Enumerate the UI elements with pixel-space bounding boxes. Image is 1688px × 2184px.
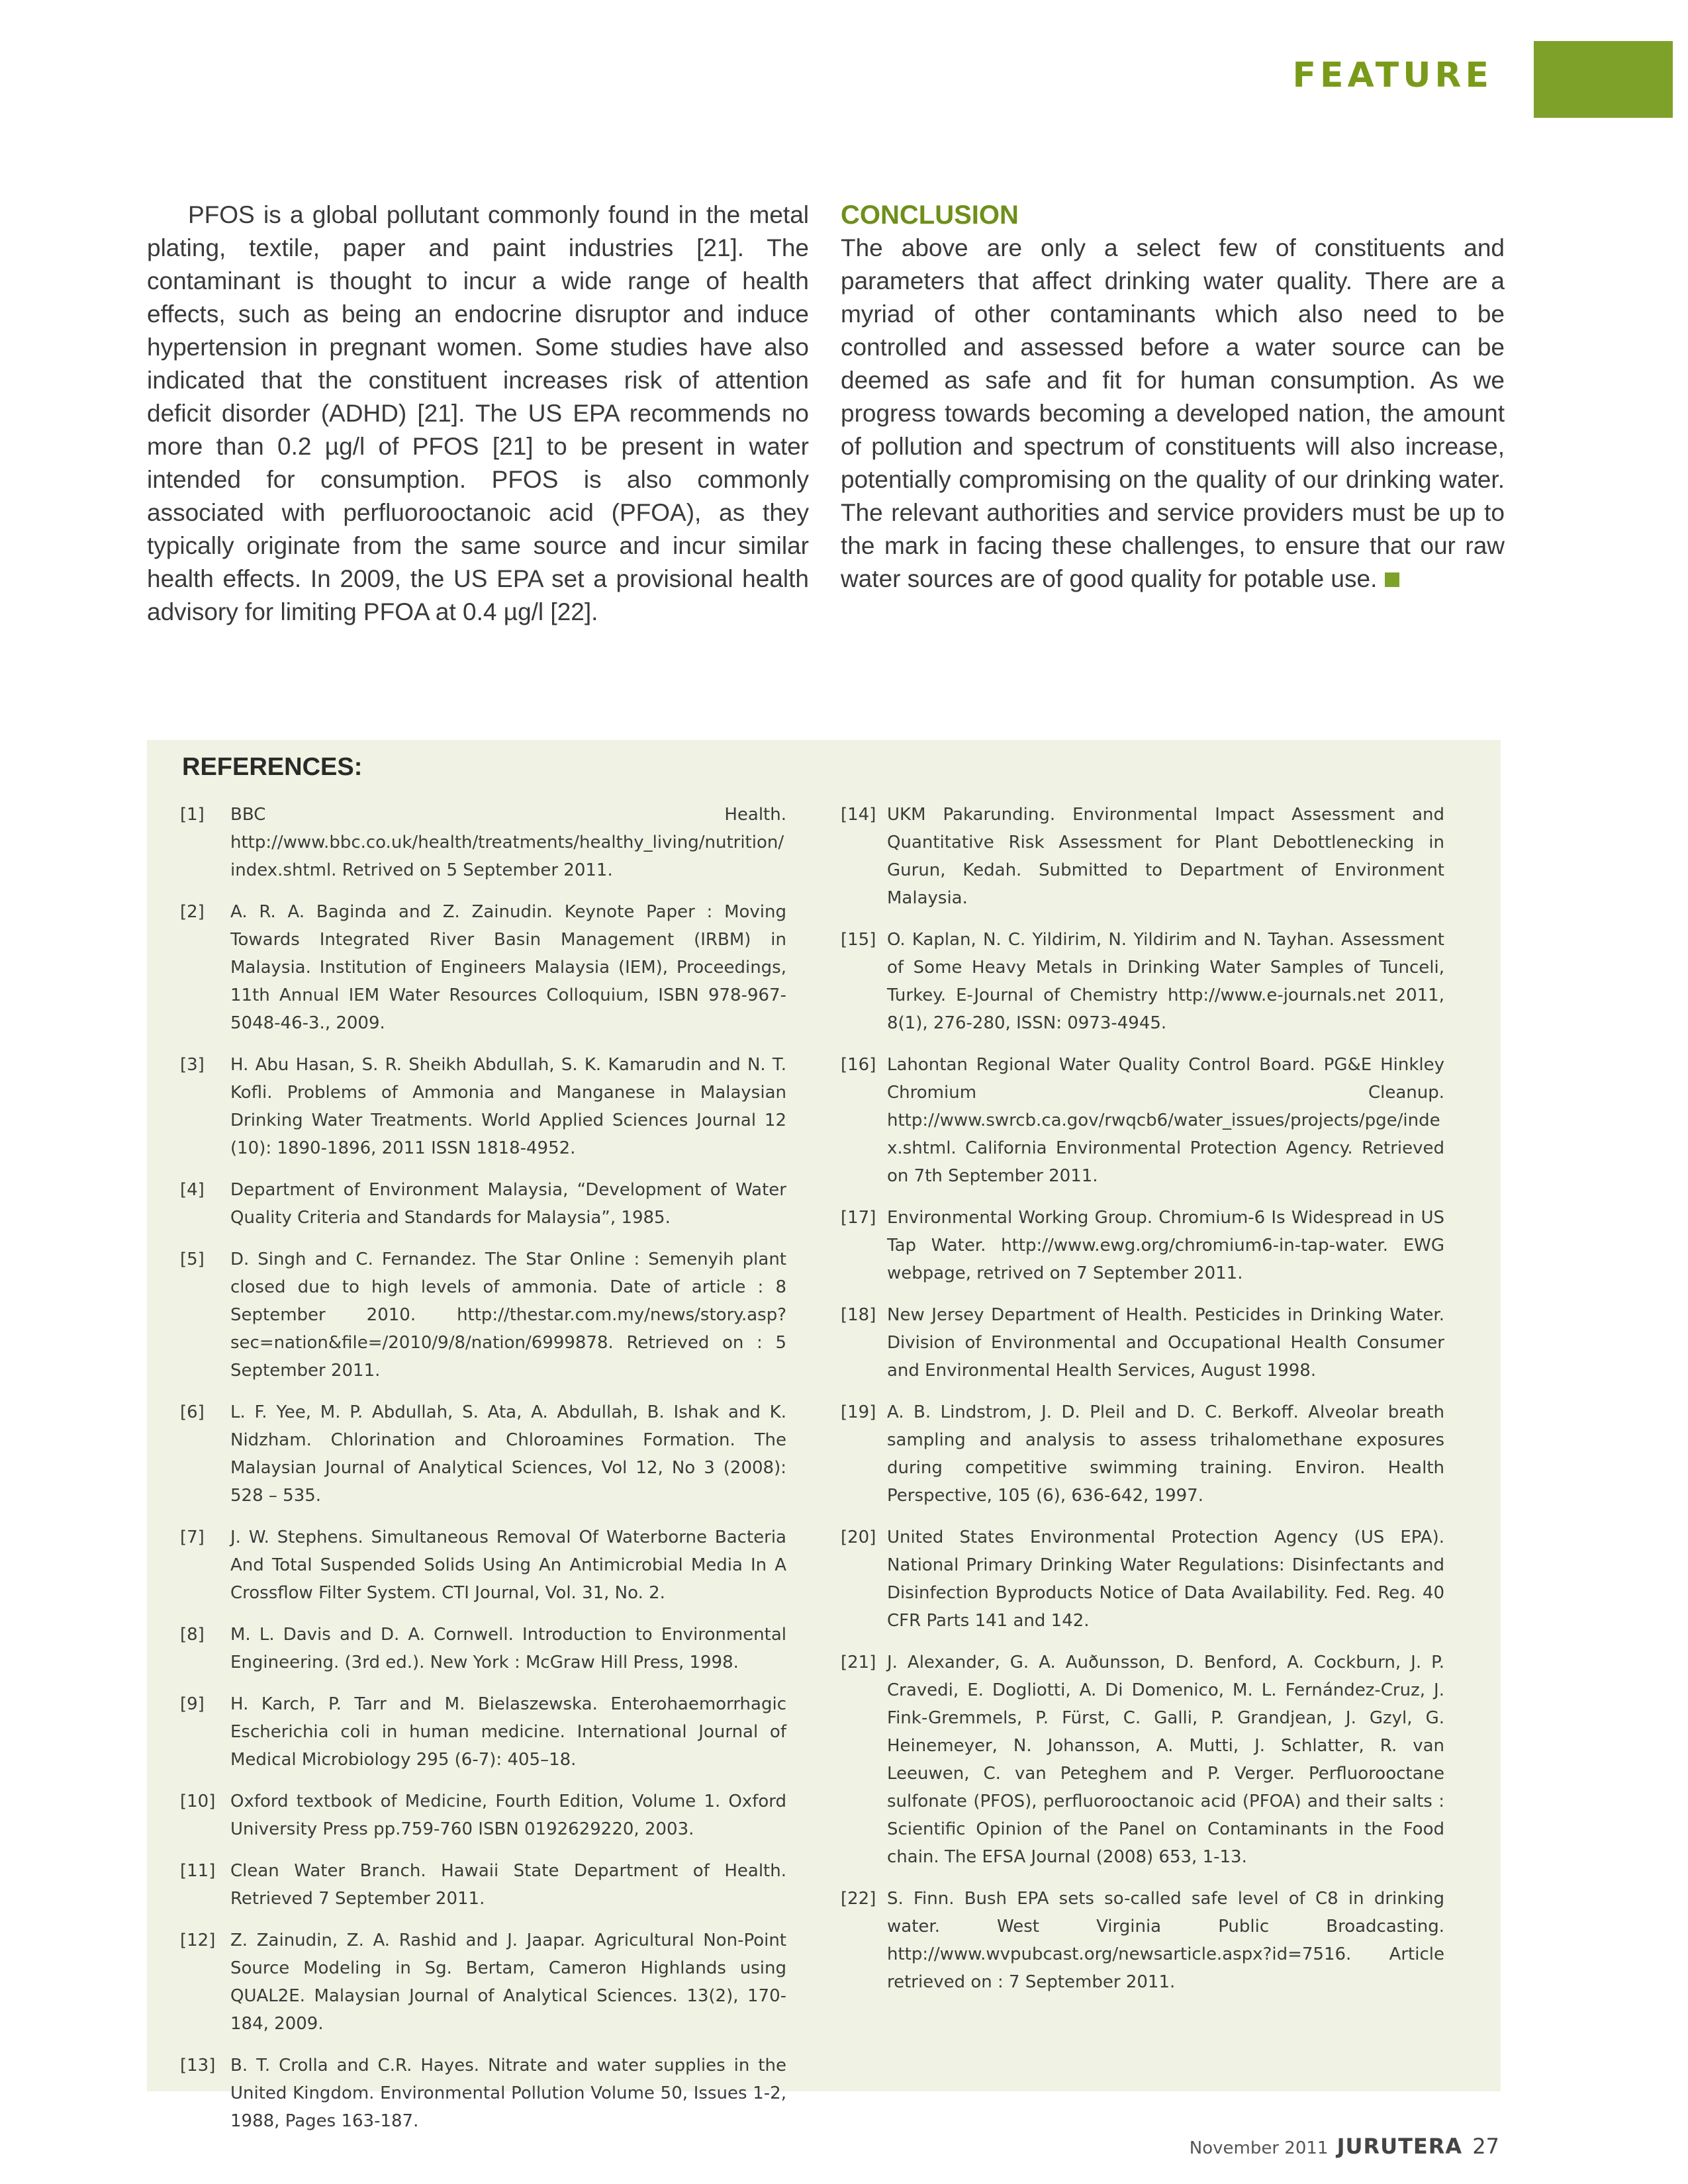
reference-number: [22] <box>841 1889 876 1909</box>
reference-text: Z. Zainudin, Z. A. Rashid and J. Jaapar. Agricultural Non-Point Source Modeling in Sg. Bertam, Cameron Highlands using QUAL2E. Malaysian Journal of Analytical Sciences. 13(2), 170-184, 2009. <box>230 1931 786 2034</box>
reference-item <box>841 1524 1444 1635</box>
reference-number: [1] <box>180 805 205 825</box>
pfos-paragraph: PFOS is a global pollutant commonly found in the metal plating, textile, paper and paint industries [21]. The contaminant is thought to incur a wide range of health effects, such as being an endocrine disruptor and induce hypertension in pregnant women. Some studies have also indicated that the constituent increases risk of attention deficit disorder (ADHD) [21]. The US EPA recommends no more than 0.2 µg/l of PFOS [21] to be present in water intended for consumption. PFOS is also commonly associated with perfluorooctanoic acid (PFOA), as they typically originate from the same source and incur similar health effects. In 2009, the US EPA set a provisional health advisory for limiting PFOA at 0.4 µg/l [22]. <box>147 201 809 625</box>
reference-number: [9] <box>180 1694 205 1714</box>
reference-number: [16] <box>841 1055 876 1075</box>
references-right-column <box>841 801 1444 2010</box>
reference-item <box>180 898 786 1037</box>
reference-item <box>841 1649 1444 1871</box>
reference-item <box>841 801 1444 912</box>
reference-number: [11] <box>180 1861 216 1881</box>
reference-item <box>841 1398 1444 1510</box>
reference-number: [13] <box>180 2056 216 2075</box>
reference-item <box>180 801 786 884</box>
reference-text: H. Abu Hasan, S. R. Sheikh Abdullah, S. K. Kamarudin and N. T. Kofli. Problems of Ammonia and Manganese in Malaysian Drinking Water Treatments. World Applied Sciences Journal 12 (10): 1890-1896, 2011 ISSN 1818-4952. <box>230 1055 786 1158</box>
reference-number: [20] <box>841 1527 876 1547</box>
section-label: FEATURE <box>1292 56 1493 95</box>
reference-number: [18] <box>841 1305 876 1325</box>
reference-text: BBC Health. http://www.bbc.co.uk/health/treatments/healthy_living/nutrition/index.shtml. Retrived on 5 September 2011. <box>230 805 786 880</box>
section-color-block <box>1534 41 1673 118</box>
reference-number: [14] <box>841 805 876 825</box>
reference-number: [5] <box>180 1250 205 1269</box>
reference-text: D. Singh and C. Fernandez. The Star Online : Semenyih plant closed due to high levels of ammonia. Date of article : 8 September 2010. http://thestar.com.my/news/story.asp?sec=nation&file=/2010/9/8/nation/6999878. Retrieved on : 5 September 2011. <box>230 1250 786 1381</box>
reference-item <box>180 1927 786 2038</box>
conclusion-paragraph <box>841 232 1505 596</box>
reference-text: Environmental Working Group. Chromium-6 Is Widespread in US Tap Water. http://www.ewg.org/chromium6-in-tap-water. EWG webpage, retrived on 7 September 2011. <box>887 1208 1444 1283</box>
end-of-article-icon <box>1385 572 1399 587</box>
reference-number: [12] <box>180 1931 216 1950</box>
reference-text: Department of Environment Malaysia, “Development of Water Quality Criteria and Standards for Malaysia”, 1985. <box>230 1180 786 1228</box>
reference-text: L. F. Yee, M. P. Abdullah, S. Ata, A. Abdullah, B. Ishak and K. Nidzham. Chlorination and Chloroamines Formation. The Malaysian Journal of Analytical Sciences, Vol 12, No 3 (2008): 528 – 535. <box>230 1402 786 1506</box>
reference-item <box>180 1246 786 1385</box>
reference-text: A. R. A. Baginda and Z. Zainudin. Keynote Paper : Moving Towards Integrated River Basin Management (IRBM) in Malaysia. Institution of Engineers Malaysia (IEM), Proceedings, 11th Annual IEM Water Resources Colloquium, ISBN 978-967-5048-46-3., 2009. <box>230 902 786 1033</box>
reference-item <box>841 926 1444 1037</box>
magazine-name: JURUTERA <box>1336 2134 1463 2159</box>
reference-number: [6] <box>180 1402 205 1422</box>
reference-item <box>180 1857 786 1913</box>
reference-number: [21] <box>841 1653 876 1672</box>
reference-item <box>841 1885 1444 1996</box>
reference-text: J. W. Stephens. Simultaneous Removal Of Waterborne Bacteria And Total Suspended Solids Using An Antimicrobial Media In A Crossflow Filter System. CTI Journal, Vol. 31, No. 2. <box>230 1527 786 1603</box>
right-text-column <box>841 199 1505 596</box>
reference-number: [10] <box>180 1792 216 1811</box>
conclusion-text: The above are only a select few of constituents and parameters that affect drinking water quality. There are a myriad of other contaminants which also need to be controlled and assessed before a water source can be deemed as safe and fit for human consumption. As we progress towards becoming a developed nation, the amount of pollution and spectrum of constituents will also increase, potentially compromising on the quality of our drinking water. The relevant authorities and service providers must be up to the mark in facing these challenges, to ensure that our raw water sources are of good quality for potable use. <box>841 234 1505 592</box>
reference-text: B. T. Crolla and C.R. Hayes. Nitrate and water supplies in the United Kingdom. Environmental Pollution Volume 50, Issues 1-2, 1988, Pages 163-187. <box>230 2056 786 2131</box>
reference-number: [7] <box>180 1527 205 1547</box>
reference-item <box>180 1051 786 1162</box>
reference-item <box>180 1788 786 1843</box>
reference-number: [2] <box>180 902 205 922</box>
conclusion-heading: CONCLUSION <box>841 201 1019 230</box>
reference-item <box>180 1690 786 1774</box>
reference-text: O. Kaplan, N. C. Yildirim, N. Yildirim and N. Tayhan. Assessment of Some Heavy Metals in Drinking Water Samples of Tunceli, Turkey. E-Journal of Chemistry http://www.e-journals.net 2011, 8(1), 276-280, ISSN: 0973-4945. <box>887 930 1444 1033</box>
references-left-column <box>180 801 786 2149</box>
reference-item <box>841 1051 1444 1190</box>
reference-item <box>180 1524 786 1607</box>
page-footer <box>1190 2134 1499 2159</box>
reference-text: United States Environmental Protection Agency (US EPA). National Primary Drinking Water Regulations: Disinfectants and Disinfection Byproducts Notice of Data Availability. Fed. Reg. 40 CFR Parts 141 and 142. <box>887 1527 1444 1631</box>
references-heading: REFERENCES: <box>182 753 363 781</box>
reference-number: [17] <box>841 1208 876 1228</box>
reference-item <box>180 1176 786 1232</box>
page-number: 27 <box>1472 2134 1499 2159</box>
reference-item <box>180 1398 786 1510</box>
reference-text: Lahontan Regional Water Quality Control Board. PG&E Hinkley Chromium Cleanup. http://www.swrcb.ca.gov/rwqcb6/water_issues/projects/pge/index.shtml. California Environmental Protection Agency. Retrieved on 7th September 2011. <box>887 1055 1444 1186</box>
issue-date: November 2011 <box>1189 2138 1329 2158</box>
reference-number: [8] <box>180 1625 205 1645</box>
reference-text: Oxford textbook of Medicine, Fourth Edition, Volume 1. Oxford University Press pp.759-760 ISBN 0192629220, 2003. <box>230 1792 786 1839</box>
reference-text: Clean Water Branch. Hawaii State Department of Health. Retrieved 7 September 2011. <box>230 1861 786 1909</box>
reference-text: S. Finn. Bush EPA sets so-called safe level of C8 in drinking water. West Virginia Public Broadcasting. http://www.wvpubcast.org/newsarticle.aspx?id=7516. Article retrieved on : 7 September 2011. <box>887 1889 1444 1992</box>
reference-item <box>841 1204 1444 1287</box>
reference-text: J. Alexander, G. A. Auðunsson, D. Benford, A. Cockburn, J. P. Cravedi, E. Dogliotti, A. Di Domenico, M. L. Fernández-Cruz, J. Fink-Gremmels, P. Fürst, C. Galli, P. Grandjean, J. Gzyl, G. Heinemeyer, N. Johansson, A. Mutti, J. Schlatter, R. van Leeuwen, C. van Peteghem and P. Verger. Perfluorooctane sulfonate (PFOS), perfluorooctanoic acid (PFOA) and their salts : Scientific Opinion of the Panel on Contaminants in the Food chain. The EFSA Journal (2008) 653, 1-13. <box>887 1653 1444 1867</box>
reference-text: H. Karch, P. Tarr and M. Bielaszewska. Enterohaemorrhagic Escherichia coli in human medicine. International Journal of Medical Microbiology 295 (6-7): 405–18. <box>230 1694 786 1770</box>
left-text-column <box>147 199 809 629</box>
reference-number: [3] <box>180 1055 205 1075</box>
reference-item <box>180 2052 786 2135</box>
reference-text: M. L. Davis and D. A. Cornwell. Introduction to Environmental Engineering. (3rd ed.). New York : McGraw Hill Press, 1998. <box>230 1625 786 1672</box>
reference-number: [19] <box>841 1402 876 1422</box>
reference-text: A. B. Lindstrom, J. D. Pleil and D. C. Berkoff. Alveolar breath sampling and analysis to assess trihalomethane exposures during competitive swimming training. Environ. Health Perspective, 105 (6), 636-642, 1997. <box>887 1402 1444 1506</box>
reference-item <box>841 1301 1444 1385</box>
reference-text: New Jersey Department of Health. Pesticides in Drinking Water. Division of Environmental and Occupational Health Consumer and Environmental Health Services, August 1998. <box>887 1305 1444 1381</box>
reference-number: [15] <box>841 930 876 950</box>
reference-text: UKM Pakarunding. Environmental Impact Assessment and Quantitative Risk Assessment for Plant Debottlenecking in Gurun, Kedah. Submitted to Department of Environment Malaysia. <box>887 805 1444 908</box>
reference-item <box>180 1621 786 1676</box>
reference-number: [4] <box>180 1180 205 1200</box>
